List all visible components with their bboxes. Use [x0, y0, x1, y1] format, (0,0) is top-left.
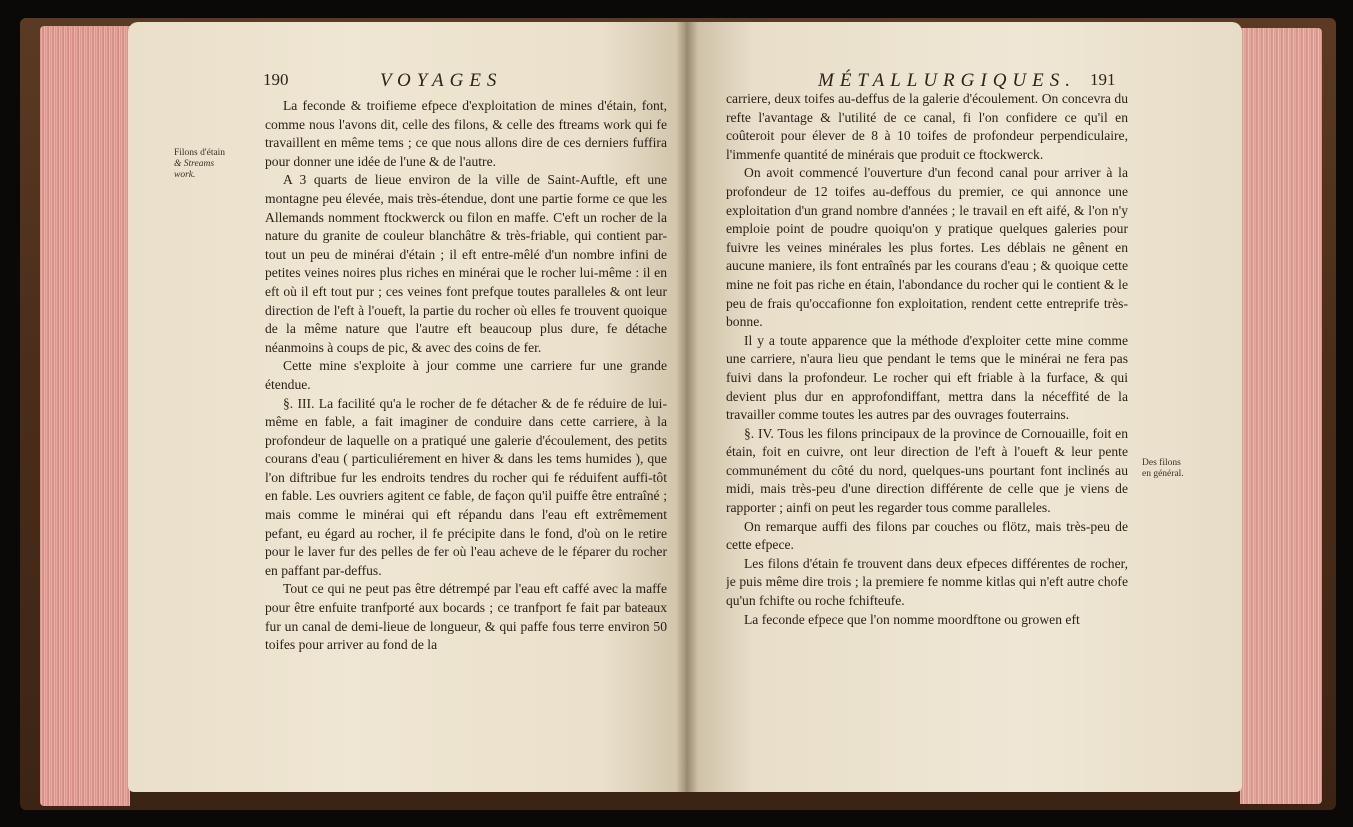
paragraph: On avoit commencé l'ouverture d'un fecond canal pour arriver à la profondeur de 12 toifes au-deffous du premier, ce qui annonce une exploitation d'un grand nombre d'années ; le travail en eft aifé, & l'on n'y emploie point de poudre quoiqu'on y pratique quelques galeries pour fuivre les veines minérales les plus fortes. Les déblais ne gênent en aucune maniere, ils font entraînés par les courans d'eau ; & quoique cette mine ne foit pas riche en étain, l'abondance du rocher qui le contient & le peu de frais qu'occafionne fon exploitation, rendent cette entreprife très-bonne. — [726, 165, 1128, 330]
margin-note-line: en général. — [1142, 469, 1184, 479]
paragraph: §. IV. Tous les filons principaux de la province de Cornouaille, foit en étain, foit en cuivre, ont leur direction de l'eft à l'oueft & leur pente communément du côté du nord, quelques-uns pourtant font inclinés au midi, mais très-peu d'une direction différente de celle que je viens de rapporter ; ainfi on peut les regarder tous comme paralleles. — [726, 425, 1128, 516]
paragraph: A 3 quarts de lieue environ de la ville de Saint-Auftle, eft une montagne peu élevée, mais très-étendue, dont une partie forme ce que les Allemands nomment ftockwerck ou filon en maffe. C'eft un rocher de la nature du granite de couleur blanchâtre & très-friable, qui contient par-tout un peu de minérai d'étain ; il eft entre-mêlé d'un nombre infini de petites veines noires plus riches en minérai que le rocher lui-même : il en eft où il eft tout pur ; ces veines font prefque toutes paralleles & ont leur direction de l'eft à l'oueft, la partie du rocher où elles fe trouvent quoique de la même nature que l'autre eft beaucoup plus dure, fe détache néanmoins à coups de pic, & avec des coins de fer. — [265, 172, 667, 355]
margin-note-line: Des filons — [1142, 458, 1181, 468]
paragraph: La feconde efpece que l'on nomme moordftone ou growen eft — [744, 611, 1080, 627]
right-margin-note — [1142, 458, 1220, 480]
right-running-head: MÉTALLURGIQUES. — [818, 70, 1077, 91]
right-page-number: 191 — [1090, 70, 1116, 89]
paragraph: La feconde & troifieme efpece d'exploitation de mines d'étain, font, comme nous l'avons dit, celle des filons, & celle des ftreams work qui fe travaillent en même tems ; ce que nous allons dire de ces derniers fuffira pour donner une idée de l'une & de l'autre. — [265, 98, 667, 169]
left-page-number: 190 — [263, 70, 289, 89]
paragraph: carriere, deux toifes au-deffus de la galerie d'écoulement. On concevra du refte l'avantage & l'utilité de ce canal, fi l'on confidere ce qu'il en coûteroit pour élever de 8 à 10 toifes de profondeur perpendiculaire, l'immenfe quantité de minérais que produit ce ftockwerck. — [726, 91, 1128, 162]
paragraph: §. III. La facilité qu'a le rocher de fe détacher & de fe réduire de lui-même en fable, a fait imaginer de conduire dans cette carriere, à la profondeur de laquelle on a pratiqué une galerie d'écoulement, des petits courans d'eau ( particuliérement en hiver & dans les tems humides ), que l'on diftribue fur les endroits tendres du rocher qui fe réduifent auffi-tôt en fable. Les ouvriers agitent ce fable, de façon qu'il puiffe être entraîné ; mais comme le minérai qui eft répandu dans l'eau eft extrêmement pefant, eu égard au rocher, il fe précipite dans le fond, d'où on le retire pour le laver fur des pelles de fer où l'eau acheve de le féparer du rocher en paffant par-deffus. — [265, 395, 667, 578]
left-margin-note — [174, 148, 264, 181]
paragraph: Il y a toute apparence que la méthode d'exploiter cette mine comme une carriere, n'aura lieu que pendant le tems que le minérai ne fera pas fuivi dans la profondeur. Le rocher qui eft friable à la furface, & qui devient plus dur en approfondiffant, mettra dans la néceffité de la travailler comme toutes les autres par des ouvrages fouterrains. — [726, 332, 1128, 423]
book-gutter — [676, 22, 698, 792]
paragraph: Les filons d'étain fe trouvent dans deux efpeces différentes de rocher, je puis même dire trois ; la premiere fe nomme kitlas qui n'eft autre chofe qu'un fchifte ou roche fchifteufe. — [726, 555, 1128, 609]
left-page-edges — [40, 26, 130, 806]
right-page-body — [726, 90, 1128, 690]
margin-note-line: work. — [174, 170, 196, 180]
margin-note-line: & Streams — [174, 159, 215, 169]
left-running-head: VOYAGES — [380, 70, 503, 91]
paragraph: Cette mine s'exploite à jour comme une carriere fur une grande étendue. — [265, 358, 667, 392]
paragraph: On remarque auffi des filons par couches ou flötz, mais très-peu de cette efpece. — [726, 518, 1128, 553]
right-page-edges — [1240, 28, 1322, 804]
margin-note-line: Filons d'étain — [174, 148, 226, 158]
paragraph: Tout ce qui ne peut pas être détrempé par l'eau eft caffé avec la maffe pour être enfuite tranfporté aux bocards ; ce tranfport fe fait par bateaux fur un canal de demi-lieue de longueur, & qui paffe fous terre environ 50 toifes pour arriver au fond de la — [265, 581, 667, 653]
left-page-body — [265, 97, 667, 787]
